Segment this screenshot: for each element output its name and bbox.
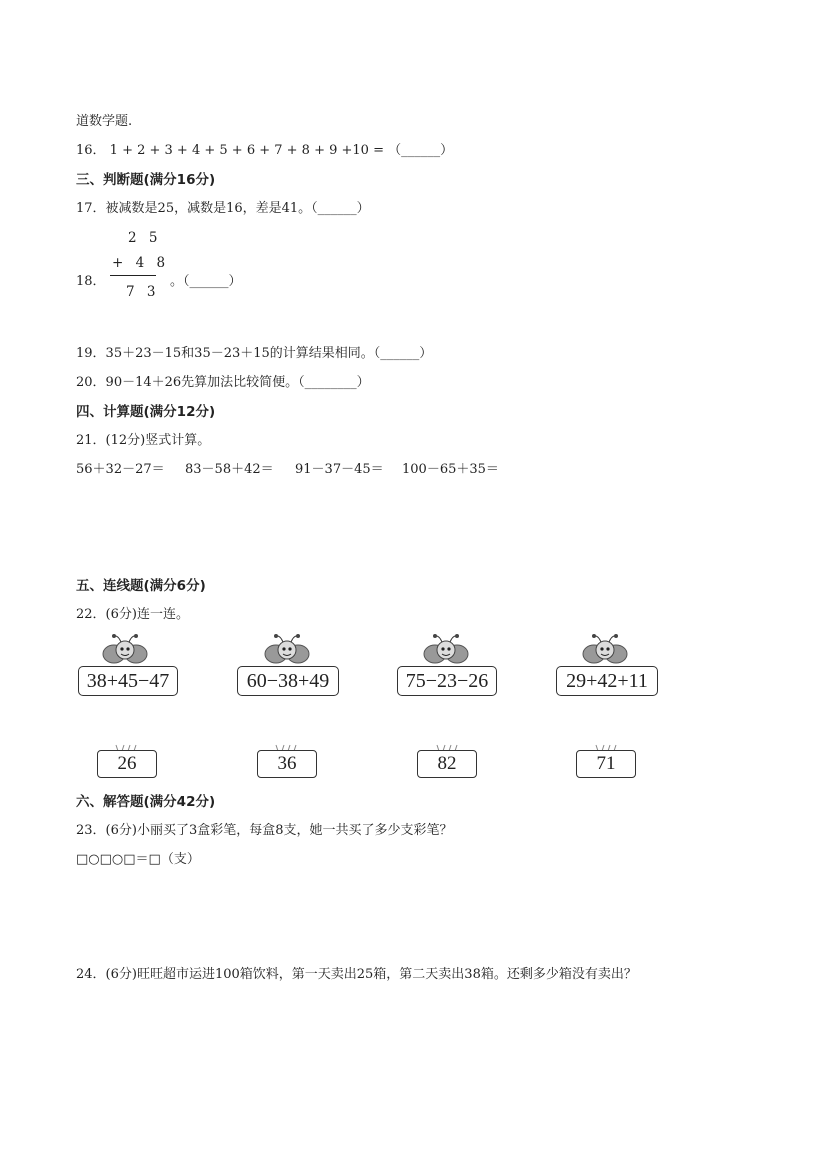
question-19: 19．35＋23－15和35－23＋15的计算结果相同。（______） xyxy=(76,346,433,361)
question-24: 24．(6分)旺旺超市运进100箱饮料，第一天卖出25箱，第二天卖出38箱。还剩多少箱没有卖出？ xyxy=(76,967,637,982)
question-22: 22．(6分)连一连。 xyxy=(76,607,189,622)
question-21: 21．(12分)竖式计算。 xyxy=(76,433,211,448)
matching-expression-1[interactable]: 38+45−47 xyxy=(78,666,178,696)
question-23-formula-blank: □○□○□＝□（支） xyxy=(76,852,200,867)
calc-item-1: 56＋32－27＝ xyxy=(76,462,165,477)
bee-icon xyxy=(421,632,471,668)
section-6-heading: 六、解答题(满分42分) xyxy=(76,794,216,810)
question-16: 16． 1 + 2 + 3 + 4 + 5 + 6 + 7 + 8 + 9 +10 = （______） xyxy=(76,143,454,158)
question-18-answer-blank: 。（______） xyxy=(170,274,242,289)
section-3-heading: 三、判断题(满分16分) xyxy=(76,172,216,188)
question-18-sum-line xyxy=(110,275,156,276)
matching-expression-2[interactable]: 60−38+49 xyxy=(237,666,339,696)
question-23: 23．(6分)小丽买了3盒彩笔，每盒8支，她一共买了多少支彩笔？ xyxy=(76,823,453,838)
matching-expression-3[interactable]: 75−23−26 xyxy=(397,666,497,696)
matching-expression-4[interactable]: 29+42+11 xyxy=(556,666,658,696)
line-continuation: 道数学题. xyxy=(76,114,133,129)
bee-icon xyxy=(580,632,630,668)
calc-item-3: 91－37－45＝ xyxy=(295,462,384,477)
calc-item-2: 83－58＋42＝ xyxy=(185,462,274,477)
question-18-top-operand: 2 5 xyxy=(128,230,162,246)
matching-answer-3[interactable]: 82 xyxy=(417,750,477,778)
calc-item-4: 100－65＋35＝ xyxy=(402,462,499,477)
question-18-number: 18． xyxy=(76,274,106,289)
matching-answer-2[interactable]: 36 xyxy=(257,750,317,778)
section-5-heading: 五、连线题(满分6分) xyxy=(76,578,206,594)
question-18-second-operand: + 4 8 xyxy=(112,255,170,271)
question-18-result: 7 3 xyxy=(126,284,160,300)
question-20: 20．90－14＋26先算加法比较简便。（________） xyxy=(76,375,370,390)
matching-answer-1[interactable]: 26 xyxy=(97,750,157,778)
matching-answer-4[interactable]: 71 xyxy=(576,750,636,778)
bee-icon xyxy=(262,632,312,668)
section-4-heading: 四、计算题(满分12分) xyxy=(76,404,216,420)
question-17: 17．被减数是25，减数是16，差是41。（______） xyxy=(76,201,370,216)
bee-icon xyxy=(100,632,150,668)
